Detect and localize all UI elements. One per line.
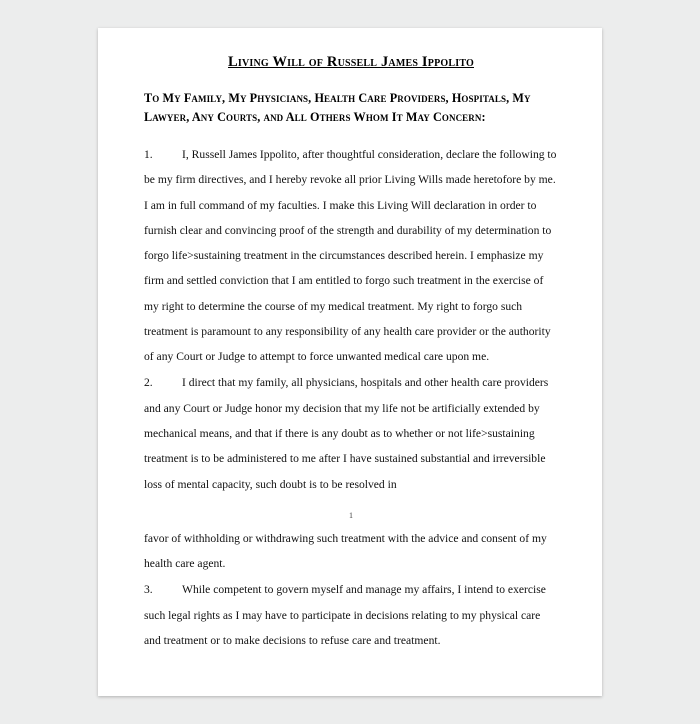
paragraph-2-continued [144, 526, 558, 577]
page-number: 1 [349, 510, 353, 520]
paragraph-3 [144, 577, 558, 653]
paragraph-1-text: I, Russell James Ippolito, after thoughtful consideration, declare the following to be my firm directives, and I hereby revoke all prior Living Wills made heretofore by me. I am in full command of my faculties. I make this Living Will declaration in order to furnish clear and convincing proof of the strength and durability of my determination to forgo life>sustaining treatment in the circumstances described herein. I emphasize my firm and settled conviction that I am entitled to forgo such treatment in the exercise of my right to determine the course of my medical treatment. My right to forgo such treatment is paramount to any responsibility of any health care provider or the authority of any Court or Judge to attempt to force unwanted medical care upon me. [144, 148, 557, 364]
paragraph-3-text: While competent to govern myself and manage my affairs, I intend to exercise such legal rights as I may have to participate in decisions relating to my physical care and treatment or to make decisions to refuse care and treatment. [144, 583, 546, 647]
paragraph-2-number: 2. [144, 376, 153, 390]
document-body [98, 28, 602, 653]
paragraph-2 [144, 370, 558, 496]
document-page [98, 28, 602, 696]
paragraph-1 [144, 142, 558, 369]
paragraph-2-text: I direct that my family, all physicians, hospitals and other health care providers and any Court or Judge honor my decision that my life not be artificially extended by mechanical means, and that if there is any doubt as to whether or not life>sustaining treatment is to be administered to me after I have sustained substantial and irreversible loss of mental capacity, such doubt is to be resolved in [144, 376, 549, 491]
paragraph-1-number: 1. [144, 148, 153, 162]
salutation-heading: To My Family, My Physicians, Health Care Providers, Hospitals, My Lawyer, Any Courts, and All Others Whom It May Concern: [144, 91, 531, 124]
paragraph-2-continued-text: favor of withholding or withdrawing such treatment with the advice and consent of my health care agent. [144, 531, 547, 571]
page-title: Living Will of Russell James Ippolito [228, 54, 474, 70]
paragraph-3-number: 3. [144, 583, 153, 597]
